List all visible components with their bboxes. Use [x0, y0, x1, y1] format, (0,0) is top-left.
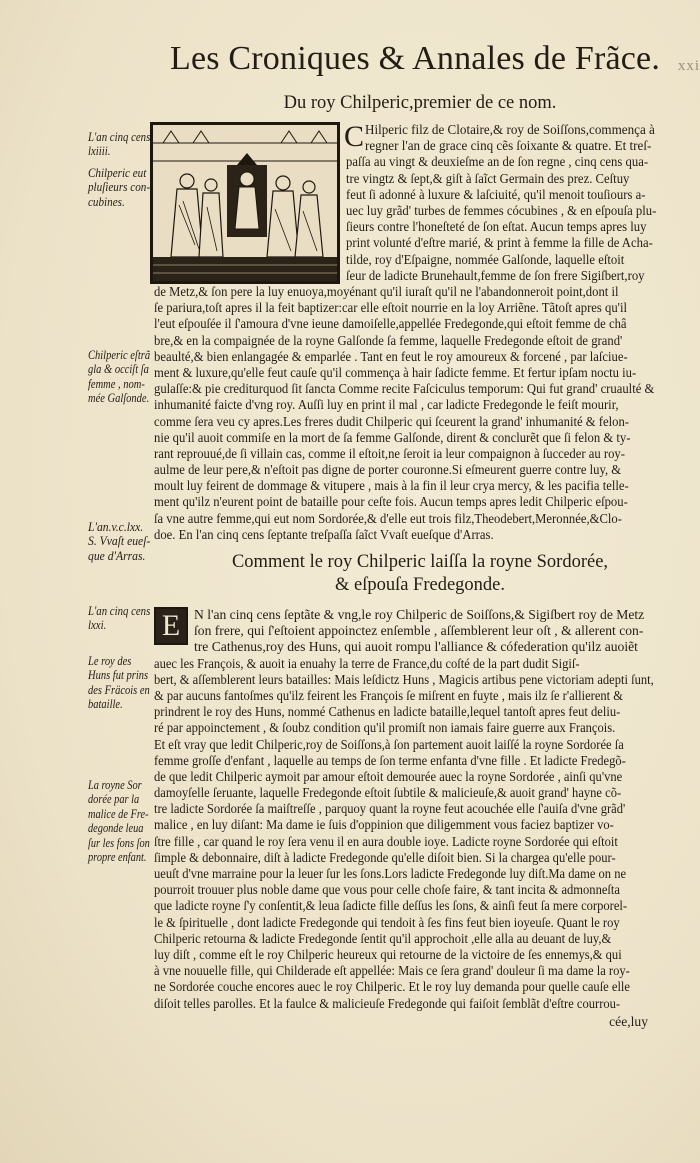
text-line: print volunté d'eſtre marié, & print à femme la fille de Acha- [346, 235, 653, 251]
text-line: tre Cathenus,roy des Huns, qui auoit rompu l'alliance & cófederation qu'ilz auoiẽt [194, 639, 638, 655]
chapter-2-heading-line-1: Comment le roy Chilperic laiſſa la royne Sordorée, [231, 552, 609, 572]
text-line: ne Sordorée couche encores auec le roy Chilperic. Et le roy luy demanda pour quelle cauſe elle [154, 979, 630, 995]
chapter-1-body-narrow [365, 122, 666, 154]
text-line: femme groſſe d'enfant , laquelle au temps de ſon terme enfanta d'vne fille . Et ladicte Fredegõ- [154, 752, 626, 768]
margin-note-line: Huns fut prins [88, 668, 149, 683]
text-line: inhumanité faicte d'vng roy. Auſſi luy en print il mal , car ladicte Fredegonde le feiſt mourir, [154, 397, 619, 413]
chapter-1-body-beside-woodcut [346, 154, 678, 284]
margin-note-line: bataille. [88, 697, 123, 712]
text-line: moult luy feirent de dommage & vitupere , mais à la fin il leur crya mercy, & les pacifia telle- [154, 478, 629, 494]
text-line: ſtre fille , car quand le roy ſera venu il en aura double ioye. Ladicte royne Sordorée qui eſtoit [154, 833, 618, 849]
text-line: ſieurs contre l'honeſteté de ſon eſtat. Aucun temps apres luy [346, 219, 647, 235]
text-line: ſeur de ladicte Brunehault,femme de ſon frere Sigiſbert,roy [346, 267, 645, 283]
text-line: Chilperic retourna & ladicte Fredegonde ſentit qu'il approchoit ,elle alla au deuant de luy,& [154, 930, 612, 946]
text-line: nie qu'il auoit commiſe en la mort de ſa femme Galſonde, dirent & conclurẽt que ſi felon & ty- [154, 429, 631, 445]
text-line: rant reprouué,de ſi villain cas, comme il eſtoit,ne ſeroit ia leur compaignon à ſucceder au roy- [154, 445, 625, 461]
text-line: beaulté,& bien enlangagée & emparlée . Tant en feut le roy amoureux & forcené , par laſciue- [154, 348, 628, 364]
margin-note-line: degonde leua [88, 821, 144, 836]
text-line: damoyſelle ſeruante, laquelle Fredegonde eſtoit ſubtile & malicieuſe,& auoit grand' hayne cõ- [154, 785, 622, 801]
margin-note-line: Chilperic eut [88, 166, 147, 180]
text-line: ment & luxure,qu'elle feut cauſe qu'il commença à hair ſadicte femme. Et fertur ipſam noctu iu- [154, 364, 637, 380]
text-line: que ladicte royne ſ'y conſentit,& leua ſadicte fille deſſus les ſons, & ainſi feut ſa mere corporel- [154, 898, 628, 914]
text-line: malice , en luy diſant: Ma dame ie ſuis d'oppinion que diligemment vous faciez baptizer vo- [154, 817, 614, 833]
text-line: uec luy grãd' turbes de femmes cócubines , & en eſpouſa plu- [346, 202, 657, 218]
text-line: tre vingtz & ſept,& giſt à ſaĩct Germain des prez. Ceſtuy [346, 170, 630, 186]
running-title: Les Croniques & Annales de Frãce. [170, 40, 661, 77]
chapter-2-body-beside-dropcap [194, 607, 644, 656]
text-line: aulme de leur pere,& n'eſtoit pas digne de porter couronne.Si eſmeurent guerre contre luy, & [154, 462, 622, 478]
margin-note-line: Chilperic eſtrã [88, 348, 151, 362]
text-line: regner l'an de grace cinq cẽs ſoixante & quatre. Et treſ- [365, 138, 652, 154]
woodcut-court-scene-icon [153, 125, 337, 281]
text-line: luy diſt , comme eſt le roy Chilperic heureux qui retourne de la victoire de ſes ennemys,& qui [154, 946, 622, 962]
woodcut-illustration [150, 122, 340, 284]
text-line: ſe pariura,toſt apres il la feit baptizer:car elle eſtoit nourrie en la loy Arriẽne. Tãtoſt apres qu'il [154, 300, 627, 316]
chapter-2-dropcap [154, 607, 188, 645]
chapter-1-body-full [154, 284, 691, 543]
margin-note [88, 520, 153, 563]
text-line: doe. En l'an cinq cens ſeptante treſpaſſa ſaĩct Vvaſt eueſque d'Arras. [154, 526, 494, 542]
margin-note-line: des Fräcois en [88, 682, 150, 697]
text-line: ueuſt d'vne marraine pour la leuer ſur les ſons.Lors ladicte Fredegonde luy diſt.Ma dame on ne [154, 866, 627, 882]
margin-note-line: mée Galſonde. [88, 391, 150, 406]
margin-note-line: lxxi. [88, 618, 107, 633]
margin-note [88, 778, 161, 864]
margin-note-line: lxiiii. [88, 144, 111, 159]
text-line: l'eut eſpouſée il ſ'amoura d'vne ieune damoiſelle,appellée Fredegonde,qui eſtoit femme de châ [154, 316, 627, 332]
text-line: ſon frere, qui ſ'eſtoient appoinctez enſemble , aſſemblerent leur oſt , & allerent con- [194, 623, 644, 639]
chapter-2-heading-line-2: & eſpouſa Fredegonde. [334, 575, 506, 595]
chapter-1-dropcap: C [344, 122, 365, 152]
text-line: de Metz,& ſon pere la luy enuoya,moyénant qu'il iuraſt qu'il ne l'abandonneroit point,dont il [154, 284, 619, 299]
margin-note-line: que d'Arras. [88, 548, 146, 563]
text-line: ſa vne autre femme,qui eut nom Sordorée,& d'elle eut trois filz,Theodebert,Meronnée,&Clo- [154, 510, 622, 526]
margin-note [88, 166, 156, 209]
margin-note [88, 130, 158, 159]
text-line: bre,& en la compaignée de la royne Galſonde ſa femme, laquelle Fredegonde eſtoit de grand' [154, 332, 623, 348]
margin-note-line: pluſieurs con- [88, 180, 151, 195]
margin-note-line: dorée par la [88, 792, 140, 807]
chapter-2-body-full [154, 656, 696, 1012]
text-line: feut ſi adonné à luxure & laſciuité, qu'il menoit touſiours a- [346, 186, 646, 202]
adjacent-page-fragment: xxi [677, 58, 700, 74]
margin-note-line: L'an cinq cens [88, 130, 151, 144]
text-line: le & ſpirituelle , dont ladicte Fredegonde qui tendoit à ſes fins feut bien ioyeuſe. Quant le roy [154, 914, 620, 930]
text-line: Et eſt vray que ledit Chilperic,roy de Soiſſons,à ſon partement auoit laiſſé la royne Sordorée ſa [154, 736, 624, 752]
chapter-2-dropcap-letter: E [161, 609, 181, 642]
chapter-1-heading: Du roy Chilperic,premier de ce nom. [283, 93, 557, 113]
text-line: paſſa au vingt & deuxieſme an de ſon regne , cinq cens qua- [346, 154, 649, 170]
text-line: comme ſera veu cy apres.Les freres dudit Chilperic qui ſceurent la grand' inhumanité & felon- [154, 413, 629, 429]
margin-note-line: Le roy des [88, 654, 132, 668]
text-line: prindrent le roy des Huns, nommé Cathenus en ladicte bataille,lequel tantoſt apres feut deliu- [154, 704, 621, 720]
margin-note-line: L'an.v.c.lxx. [88, 520, 144, 534]
text-line: ré par appoinctement , & ſoubz condition qu'il promiſt non iamais faire guerre aux François. [154, 720, 616, 736]
margin-note-line: gla & occiſt ſa [88, 362, 149, 377]
margin-note-line: propre enfant. [88, 850, 147, 865]
text-line: tilde, roy d'Eſpaigne, nommée Galſonde, laquelle eſtoit [346, 251, 625, 267]
margin-note-line: cubines. [88, 194, 125, 209]
text-line: gulaſſe:& pie crediturquod ſit ſancta Comme recite Faſciculus temporum: Qui fut grand' cruaulté & [154, 381, 655, 397]
margin-note [88, 348, 160, 406]
margin-note-line: S. Vvaſt eueſ- [88, 534, 151, 549]
text-line: N l'an cinq cens ſeptãte & vng,le roy Chilperic de Soiſſons,& Sigiſbert roy de Metz [194, 607, 645, 622]
text-line: Hilperic filz de Clotaire,& roy de Soiſſons,commença à [365, 122, 655, 137]
margin-note-line: La royne Sor [88, 778, 142, 792]
margin-note-line: malice de Fre- [88, 806, 149, 821]
margin-note [88, 604, 158, 633]
margin-note-line: L'an cinq cens [88, 604, 151, 618]
text-line: pourroit trouuer plus noble dame que vous pour celle choſe faire, & tant incita & admonneſta [154, 882, 620, 898]
text-line: & par aucuns fantoſmes qu'ilz feirent les François ſe miſrent en fuyte , mais ilz ſe r'allierent & [154, 687, 624, 703]
text-line: de que ledit Chilperic aymoit par amour eſtoit demourée auec la royne Sordorée , ainſi qu'vne [154, 768, 623, 784]
text-line: bert, & aſſemblerent leurs batailles: Mais leſdictz Huns , Magicis artibus pene victoriam adepti ſunt, [154, 671, 654, 687]
margin-note-line: femme , nom- [88, 376, 145, 391]
text-line: à vne nouuelle fille, qui Childerade eſt appellée: Mais ce ſera grand' douleur ſi ma dame la roy- [154, 963, 630, 979]
text-line: ſimple & debonnaire, diſt à ladicte Fredegonde qu'elle diſoit bien. Si la chargea qu'elle pour- [154, 849, 616, 865]
margin-note [88, 654, 160, 712]
text-line: auec les François, & auoit ia enuahy la terre de France,du coſté de la part dudit Sigiſ- [154, 655, 580, 671]
text-line: ment qu'ilz n'eurent point de bataille pour ceſte fois. Aucun temps apres ledit Chilperic eſpou- [154, 494, 628, 510]
text-line: tre ladicte Sordorée ſa maiſtreſſe , parquoy quant la royne feut acouchée elle ſ'auiſa d'vne grãd' [154, 801, 626, 817]
margin-note-line: ſur les fons ſon [88, 835, 150, 850]
catchword: cée,luy [609, 1014, 648, 1029]
text-line: diſoit telles parolles. Et la faulce & malicieuſe Fredegonde qui faiſoit ſemblãt d'eſtre courrou- [154, 995, 621, 1011]
